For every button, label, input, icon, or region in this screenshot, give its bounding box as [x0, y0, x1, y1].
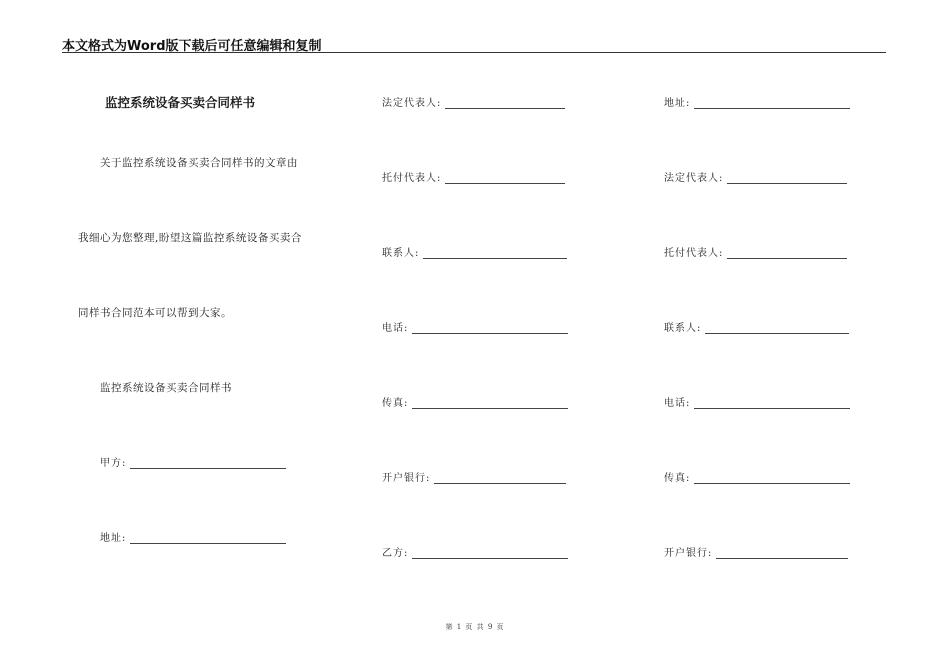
- field-label: 电话:: [382, 323, 409, 334]
- fill-line: [705, 322, 849, 334]
- field-label: 地址:: [664, 98, 691, 109]
- field-label: 甲方:: [100, 458, 127, 469]
- field-label: 联系人:: [382, 248, 420, 259]
- field-label: 开户银行:: [664, 548, 713, 559]
- fill-line: [716, 547, 848, 559]
- party-b-fax-field: [664, 469, 850, 484]
- intro-line-2: 我细心为您整理,盼望这篇监控系统设备买卖合: [78, 232, 302, 244]
- intro-line-1: 关于监控系统设备买卖合同样书的文章由: [100, 157, 298, 169]
- fill-line: [694, 472, 850, 484]
- page-header: [62, 34, 886, 53]
- field-label: 法定代表人:: [382, 98, 442, 109]
- field-label: 地址:: [100, 533, 127, 544]
- party-a-legal-rep-field: [382, 94, 565, 109]
- field-label: 法定代表人:: [664, 173, 724, 184]
- fill-line: [694, 97, 850, 109]
- header-title: 本文格式为Word版下载后可任意编辑和复制: [62, 39, 322, 54]
- fill-line: [423, 247, 567, 259]
- fill-line: [727, 247, 847, 259]
- party-a-entrusted-rep-field: [382, 169, 565, 184]
- fill-line: [130, 532, 286, 544]
- field-label: 传真:: [664, 473, 691, 484]
- field-label: 传真:: [382, 398, 409, 409]
- fill-line: [130, 457, 286, 469]
- fill-line: [412, 547, 568, 559]
- party-a-phone-field: [382, 319, 568, 334]
- party-a-fax-field: [382, 394, 568, 409]
- fill-line: [445, 97, 565, 109]
- party-b-contact-field: [664, 319, 849, 334]
- fill-line: [412, 322, 568, 334]
- party-b-phone-field: [664, 394, 850, 409]
- field-label: 联系人:: [664, 323, 702, 334]
- fill-line: [445, 172, 565, 184]
- fill-line: [694, 397, 850, 409]
- fill-line: [434, 472, 566, 484]
- intro-line-3: 同样书合同范本可以帮到大家。: [78, 307, 232, 319]
- party-a-bank-field: [382, 469, 566, 484]
- section-heading: 监控系统设备买卖合同样书: [100, 382, 232, 394]
- party-b-bank-field: [664, 544, 848, 559]
- party-a-field: [100, 454, 286, 469]
- field-label: 开户银行:: [382, 473, 431, 484]
- field-label: 托付代表人:: [664, 248, 724, 259]
- party-b-field: [382, 544, 568, 559]
- document-title: 监控系统设备买卖合同样书: [105, 95, 256, 110]
- page-indicator: 第 1 页 共 9 页: [445, 623, 505, 631]
- party-b-address-field: [664, 94, 850, 109]
- field-label: 电话:: [664, 398, 691, 409]
- party-b-legal-rep-field: [664, 169, 847, 184]
- party-b-entrusted-rep-field: [664, 244, 847, 259]
- fill-line: [727, 172, 847, 184]
- field-label: 托付代表人:: [382, 173, 442, 184]
- field-label: 乙方:: [382, 548, 409, 559]
- fill-line: [412, 397, 568, 409]
- party-a-contact-field: [382, 244, 567, 259]
- party-a-address-field: [100, 529, 286, 544]
